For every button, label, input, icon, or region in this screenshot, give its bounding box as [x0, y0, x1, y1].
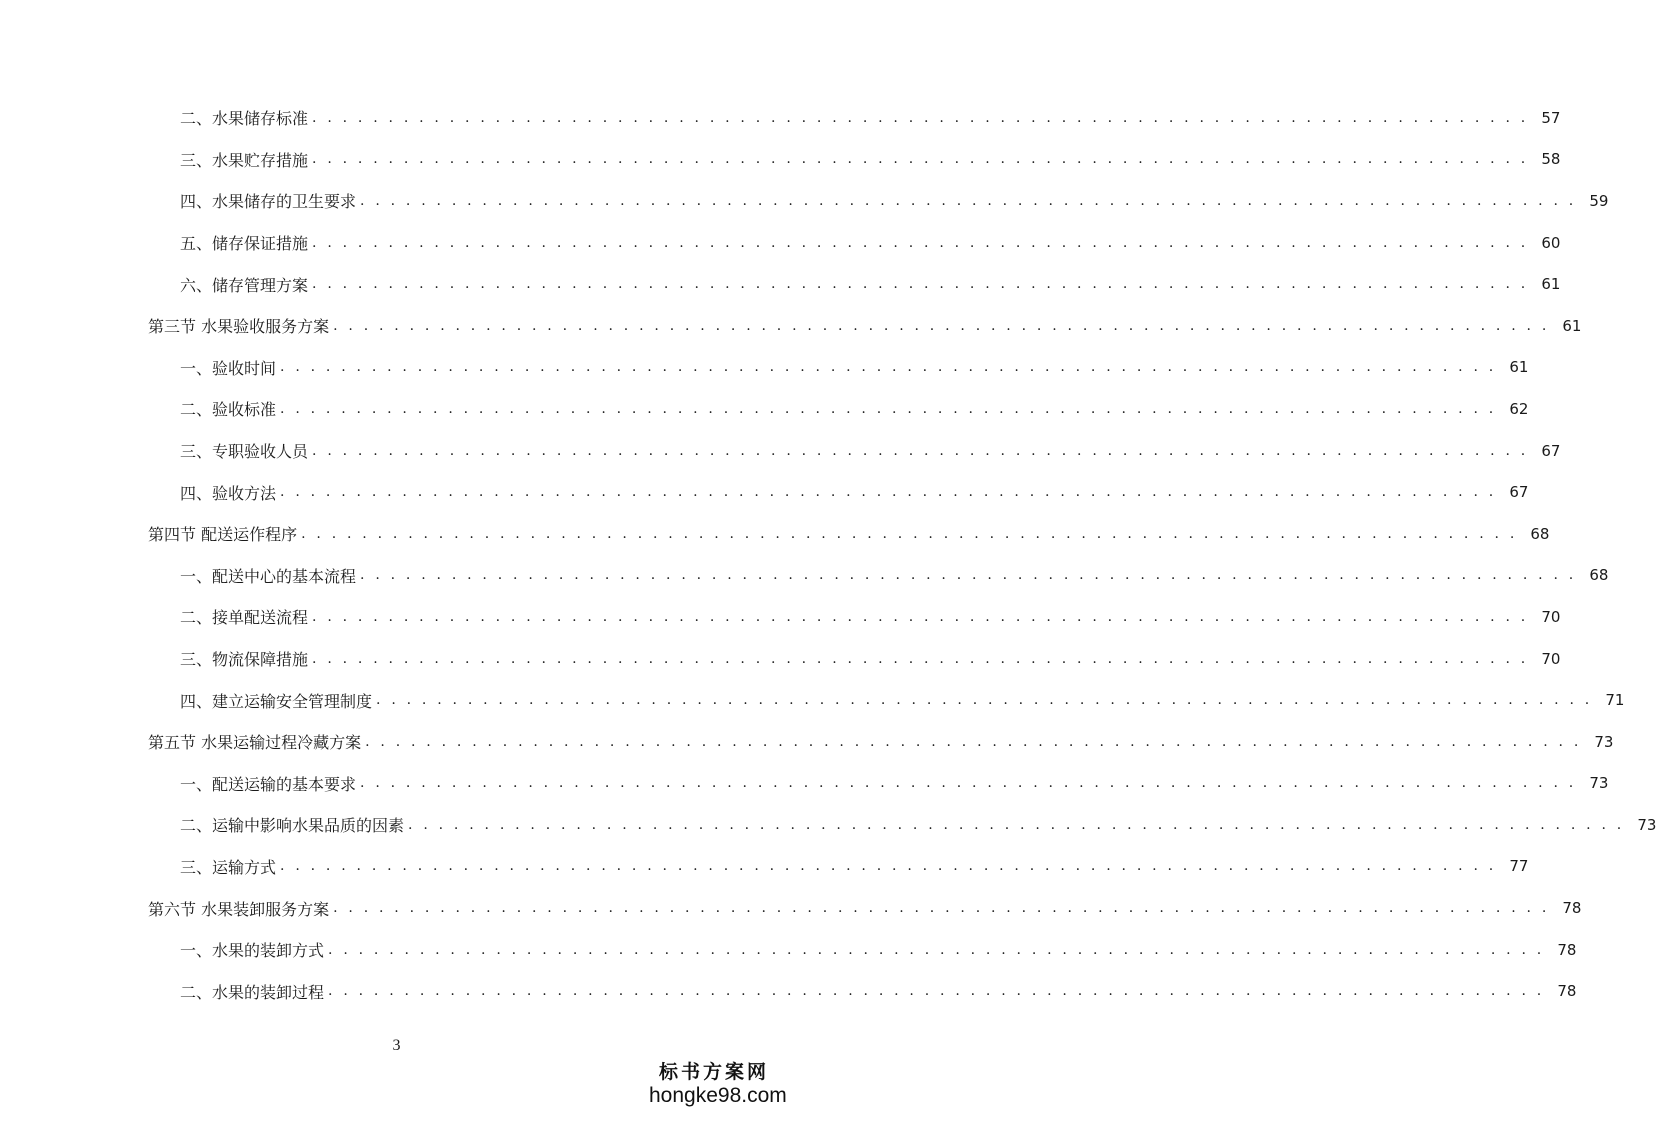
dot-leader: . . . . . . . . . . . . . . . . . . . . . . . . . . . . . . . . . . . . . . . . . . . . . . . . . . . . . . . . . . . . . . . . . . . . . . . . . . . . . . . .: [408, 816, 1625, 833]
toc-item-row[interactable]: [0, 471, 1529, 513]
toc-section-row[interactable]: [0, 887, 1582, 929]
dot-leader: . . . . . . . . . . . . . . . . . . . . . . . . . . . . . . . . . . . . . . . . . . . . . . . . . . . . . . . . . . . . . . . . . . . . . . . . . . . . . . . .: [280, 484, 1497, 501]
toc-entry-page-number: 73: [1637, 815, 1656, 834]
toc-entry-title: 四、水果储存的卫生要求: [180, 192, 357, 212]
toc-entry-page-number: 58: [1541, 150, 1561, 169]
dot-leader: . . . . . . . . . . . . . . . . . . . . . . . . . . . . . . . . . . . . . . . . . . . . . . . . . . . . . . . . . . . . . . . . . . . . . . . . . . . . . . . .: [312, 650, 1529, 667]
toc-entry-title: 三、专职验收人员: [180, 442, 309, 462]
dot-leader: . . . . . . . . . . . . . . . . . . . . . . . . . . . . . . . . . . . . . . . . . . . . . . . . . . . . . . . . . . . . . . . . . . . . . . . . . . . . . . . .: [312, 608, 1529, 625]
dot-leader: . . . . . . . . . . . . . . . . . . . . . . . . . . . . . . . . . . . . . . . . . . . . . . . . . . . . . . . . . . . . . . . . . . . . . . . . . . . . . . . .: [312, 442, 1529, 459]
toc-entry-title: 一、配送运输的基本要求: [180, 774, 357, 794]
toc-entry-title: 二、接单配送流程: [180, 608, 309, 628]
page-number: 3: [392, 1037, 401, 1054]
toc-entry-title: 二、验收标准: [180, 400, 277, 420]
toc-item-row[interactable]: [0, 388, 1529, 430]
toc-entry-title: 三、运输方式: [180, 857, 277, 877]
dot-leader: . . . . . . . . . . . . . . . . . . . . . . . . . . . . . . . . . . . . . . . . . . . . . . . . . . . . . . . . . . . . . . . . . . . . . . . . . . . . . . . .: [328, 941, 1545, 958]
toc-item-row[interactable]: [0, 430, 1561, 472]
toc-entry-page-number: 68: [1589, 566, 1609, 585]
toc-item-row[interactable]: [0, 679, 1625, 721]
dot-leader: . . . . . . . . . . . . . . . . . . . . . . . . . . . . . . . . . . . . . . . . . . . . . . . . . . . . . . . . . . . . . . . . . . . . . . . . . . . . . . . .: [312, 234, 1529, 251]
toc-section-row[interactable]: [0, 513, 1550, 555]
watermark-url: hongke98.com: [649, 1084, 787, 1107]
toc-entry-title: 第六节 水果装卸服务方案: [148, 899, 330, 919]
toc-entry-title: 四、建立运输安全管理制度: [180, 691, 373, 711]
toc-item-row[interactable]: [0, 97, 1561, 139]
toc-item-row[interactable]: [0, 347, 1529, 389]
toc-entry-page-number: 67: [1541, 441, 1561, 460]
toc-entry-page-number: 71: [1605, 691, 1625, 710]
toc-entry-page-number: 78: [1557, 982, 1577, 1001]
dot-leader: . . . . . . . . . . . . . . . . . . . . . . . . . . . . . . . . . . . . . . . . . . . . . . . . . . . . . . . . . . . . . . . . . . . . . . . . . . . . . . . .: [301, 525, 1518, 542]
toc-item-row[interactable]: [0, 804, 1656, 846]
toc-section-row[interactable]: [0, 305, 1582, 347]
toc-entry-title: 第三节 水果验收服务方案: [148, 317, 330, 337]
toc-entry-title: 第五节 水果运输过程冷藏方案: [148, 733, 362, 753]
toc-entry-title: 第四节 配送运作程序: [148, 525, 298, 545]
toc-item-row[interactable]: [0, 638, 1561, 680]
toc-entry-title: 三、水果贮存措施: [180, 150, 309, 170]
toc-entry-title: 四、验收方法: [180, 483, 277, 503]
dot-leader: . . . . . . . . . . . . . . . . . . . . . . . . . . . . . . . . . . . . . . . . . . . . . . . . . . . . . . . . . . . . . . . . . . . . . . . . . . . . . . . .: [360, 775, 1577, 792]
toc-entry-page-number: 61: [1541, 275, 1561, 294]
toc-item-row[interactable]: [0, 222, 1561, 264]
dot-leader: . . . . . . . . . . . . . . . . . . . . . . . . . . . . . . . . . . . . . . . . . . . . . . . . . . . . . . . . . . . . . . . . . . . . . . . . . . . . . . . .: [280, 359, 1497, 376]
toc-entry-title: 六、储存管理方案: [180, 275, 309, 295]
toc-entry-page-number: 61: [1509, 358, 1529, 377]
toc-entry-page-number: 60: [1541, 233, 1561, 252]
toc-entry-page-number: 67: [1509, 483, 1529, 502]
toc-item-row[interactable]: [0, 555, 1609, 597]
toc-entry-page-number: 61: [1562, 316, 1582, 335]
toc-entry-page-number: 59: [1589, 191, 1609, 210]
toc-entry-page-number: 62: [1509, 399, 1529, 418]
dot-leader: . . . . . . . . . . . . . . . . . . . . . . . . . . . . . . . . . . . . . . . . . . . . . . . . . . . . . . . . . . . . . . . . . . . . . . . . . . . . . . . .: [376, 692, 1593, 709]
watermark: [649, 1060, 787, 1108]
toc-entry-title: 一、验收时间: [180, 358, 277, 378]
toc-item-row[interactable]: [0, 263, 1561, 305]
toc-entry-page-number: 78: [1557, 940, 1577, 959]
dot-leader: . . . . . . . . . . . . . . . . . . . . . . . . . . . . . . . . . . . . . . . . . . . . . . . . . . . . . . . . . . . . . . . . . . . . . . . . . . . . . . . .: [312, 109, 1529, 126]
toc-item-row[interactable]: [0, 139, 1561, 181]
watermark-site-name: 标书方案网: [658, 1061, 769, 1083]
toc-entry-title: 三、物流保障措施: [180, 650, 309, 670]
toc-entry-title: 二、运输中影响水果品质的因素: [180, 816, 405, 836]
toc-entry-page-number: 73: [1594, 732, 1614, 751]
dot-leader: . . . . . . . . . . . . . . . . . . . . . . . . . . . . . . . . . . . . . . . . . . . . . . . . . . . . . . . . . . . . . . . . . . . . . . . . . . . . . . . .: [333, 317, 1550, 334]
dot-leader: . . . . . . . . . . . . . . . . . . . . . . . . . . . . . . . . . . . . . . . . . . . . . . . . . . . . . . . . . . . . . . . . . . . . . . . . . . . . . . . .: [312, 151, 1529, 168]
table-of-contents: [0, 97, 1656, 1012]
dot-leader: . . . . . . . . . . . . . . . . . . . . . . . . . . . . . . . . . . . . . . . . . . . . . . . . . . . . . . . . . . . . . . . . . . . . . . . . . . . . . . . .: [333, 900, 1550, 917]
toc-item-row[interactable]: [0, 846, 1529, 888]
dot-leader: . . . . . . . . . . . . . . . . . . . . . . . . . . . . . . . . . . . . . . . . . . . . . . . . . . . . . . . . . . . . . . . . . . . . . . . . . . . . . . . .: [360, 192, 1577, 209]
toc-entry-page-number: 73: [1589, 774, 1609, 793]
toc-entry-page-number: 77: [1509, 857, 1529, 876]
toc-item-row[interactable]: [0, 596, 1561, 638]
toc-entry-page-number: 70: [1541, 649, 1561, 668]
dot-leader: . . . . . . . . . . . . . . . . . . . . . . . . . . . . . . . . . . . . . . . . . . . . . . . . . . . . . . . . . . . . . . . . . . . . . . . . . . . . . . . .: [280, 400, 1497, 417]
toc-entry-title: 一、水果的装卸方式: [180, 941, 325, 961]
dot-leader: . . . . . . . . . . . . . . . . . . . . . . . . . . . . . . . . . . . . . . . . . . . . . . . . . . . . . . . . . . . . . . . . . . . . . . . . . . . . . . . .: [312, 276, 1529, 293]
toc-entry-title: 二、水果的装卸过程: [180, 982, 325, 1002]
dot-leader: . . . . . . . . . . . . . . . . . . . . . . . . . . . . . . . . . . . . . . . . . . . . . . . . . . . . . . . . . . . . . . . . . . . . . . . . . . . . . . . .: [280, 858, 1497, 875]
toc-item-row[interactable]: [0, 970, 1577, 1012]
toc-entry-page-number: 78: [1562, 899, 1582, 918]
toc-section-row[interactable]: [0, 721, 1614, 763]
dot-leader: . . . . . . . . . . . . . . . . . . . . . . . . . . . . . . . . . . . . . . . . . . . . . . . . . . . . . . . . . . . . . . . . . . . . . . . . . . . . . . . .: [328, 983, 1545, 1000]
toc-entry-title: 一、配送中心的基本流程: [180, 566, 357, 586]
toc-item-row[interactable]: [0, 763, 1609, 805]
toc-entry-page-number: 68: [1530, 524, 1550, 543]
toc-entry-title: 五、储存保证措施: [180, 234, 309, 254]
toc-entry-title: 二、水果储存标准: [180, 109, 309, 129]
toc-item-row[interactable]: [0, 929, 1577, 971]
dot-leader: . . . . . . . . . . . . . . . . . . . . . . . . . . . . . . . . . . . . . . . . . . . . . . . . . . . . . . . . . . . . . . . . . . . . . . . . . . . . . . . .: [360, 567, 1577, 584]
dot-leader: . . . . . . . . . . . . . . . . . . . . . . . . . . . . . . . . . . . . . . . . . . . . . . . . . . . . . . . . . . . . . . . . . . . . . . . . . . . . . . . .: [365, 733, 1582, 750]
toc-item-row[interactable]: [0, 180, 1609, 222]
toc-entry-page-number: 57: [1541, 108, 1561, 127]
toc-entry-page-number: 70: [1541, 607, 1561, 626]
